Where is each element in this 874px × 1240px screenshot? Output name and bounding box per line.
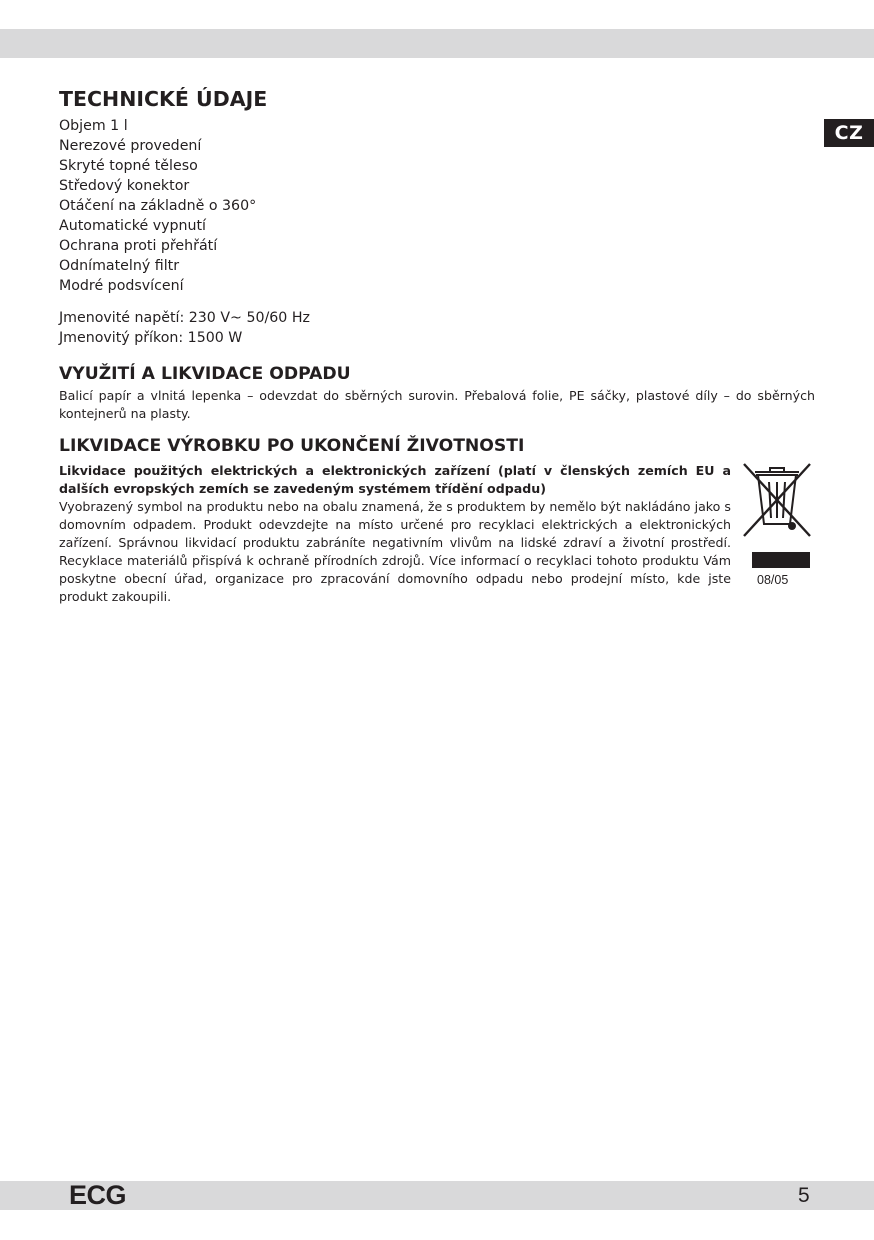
waste-title: VYUŽITÍ A LIKVIDACE ODPADU — [59, 364, 351, 384]
page-number: 5 — [798, 1184, 810, 1207]
weee-marking-bar — [752, 552, 810, 568]
brand-logo: ECG — [69, 1180, 127, 1210]
disposal-block — [59, 462, 815, 606]
language-badge: CZ — [824, 119, 874, 147]
spec-item: Modré podsvícení — [59, 278, 184, 294]
spec-item: Automatické vypnutí — [59, 218, 206, 234]
page-content — [59, 84, 815, 606]
spec-list — [59, 116, 815, 296]
disposal-lead: Likvidace použitých elektrických a elektronických zařízení (platí v členských zemích EU a dalších evropských zemích se zavedeným systémem třídění odpadu) — [59, 463, 731, 496]
bottom-band — [0, 1181, 874, 1210]
spec-item: Skryté topné těleso — [59, 158, 198, 174]
top-band — [0, 29, 874, 58]
weee-date: 08/05 — [757, 573, 789, 587]
rated-voltage: Jmenovité napětí: 230 V~ 50/60 Hz — [59, 310, 310, 326]
spec-item: Otáčení na základně o 360° — [59, 198, 257, 214]
disposal-text: Vyobrazený symbol na produktu nebo na obalu znamená, že s produktem by nemělo být nakládáno jako s domovním odpadem. Produkt odevzdejte na místo určené pro recyklaci elektrických a elektronických zařízení. Správnou likvidací produktu zabráníte negativním vlivům na lidské zdraví a životní prostředí. Recyklace materiálů přispívá k ochraně přírodních zdrojů. Více informací o recyklaci tohoto produktu Vám poskytne obecní úřad, organizace pro zpracování domovního odpadu nebo prodejní místo, kde jste produkt zakoupili. — [59, 499, 731, 604]
spec-item: Nerezové provedení — [59, 138, 202, 154]
spec-item: Ochrana proti přehřátí — [59, 238, 218, 254]
waste-text: Balicí papír a vlnitá lepenka – odevzdat do sběrných surovin. Přebalová folie, PE sáčky, plastové díly – do sběrných kontejnerů na plasty. — [59, 388, 815, 421]
disposal-text-column — [59, 462, 731, 606]
technical-title: TECHNICKÉ ÚDAJE — [59, 87, 268, 111]
disposal-title: LIKVIDACE VÝROBKU PO UKONČENÍ ŽIVOTNOSTI — [59, 436, 525, 456]
spec-item: Objem 1 l — [59, 118, 128, 134]
rated-power: Jmenovitý příkon: 1500 W — [59, 330, 243, 346]
spec-item: Středový konektor — [59, 178, 190, 194]
spec-item: Odnímatelný filtr — [59, 258, 180, 274]
ratings — [59, 308, 815, 348]
